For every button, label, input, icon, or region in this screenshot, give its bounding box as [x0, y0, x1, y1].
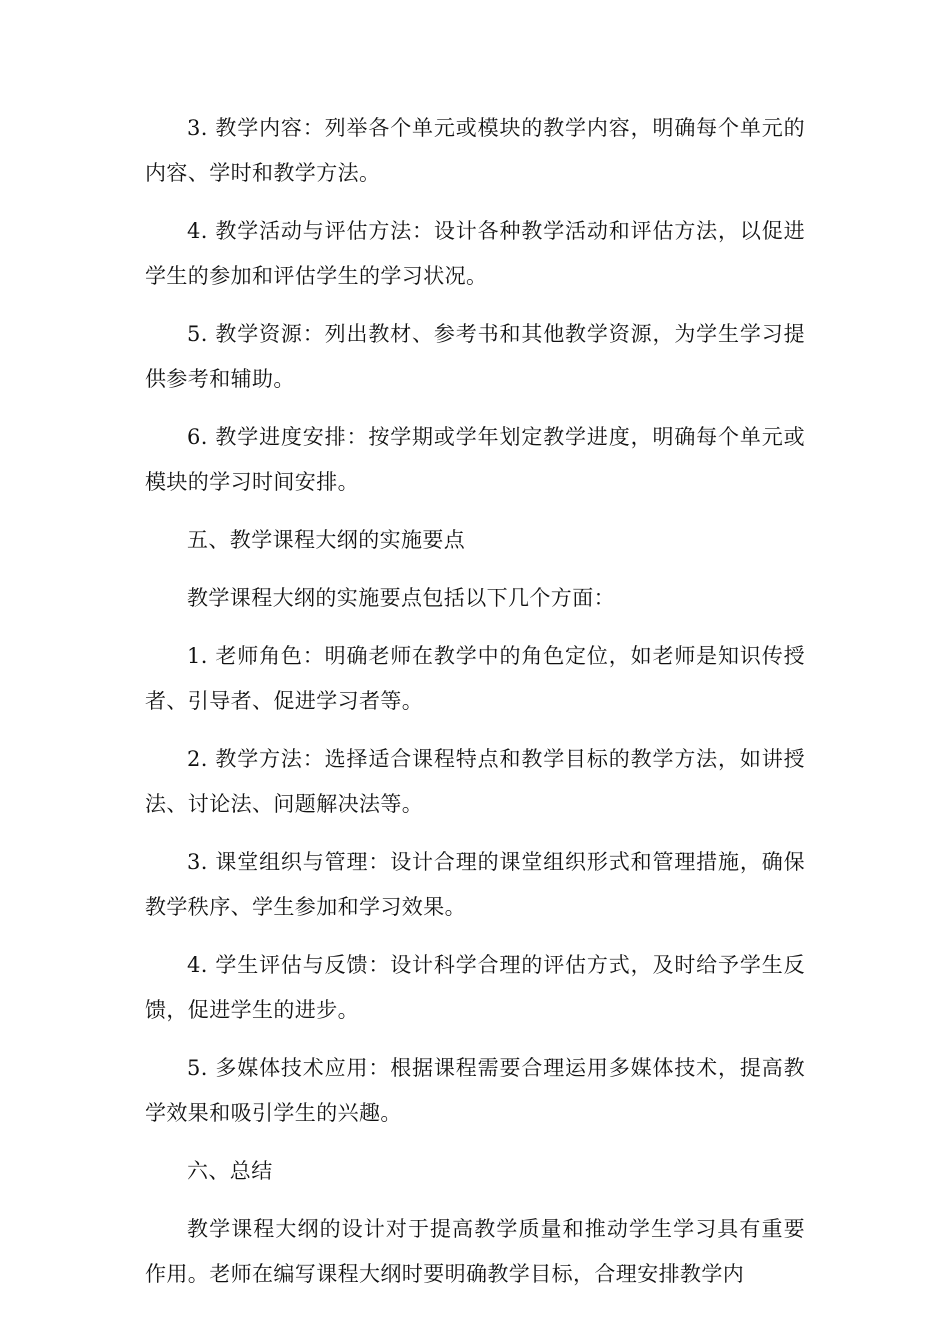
summary-paragraph: 教学课程大纲的设计对于提高教学质量和推动学生学习具有重要作用。老师在编写课程大纲时要明确教学目标，合理安排教学内	[145, 1217, 805, 1286]
list-item-student-assessment: 4. 学生评估与反馈：设计科学合理的评估方式，及时给予学生反馈，促进学生的进步。	[145, 953, 805, 1022]
list-item-teacher-role: 1. 老师角色：明确老师在教学中的角色定位，如老师是知识传授者、引导者、促进学习者等。	[145, 644, 805, 713]
document-body	[145, 106, 805, 1310]
section-intro-paragraph: 教学课程大纲的实施要点包括以下几个方面：	[187, 586, 615, 610]
section-heading-implementation: 五、教学课程大纲的实施要点	[187, 528, 466, 552]
list-item-classroom-management: 3. 课堂组织与管理：设计合理的课堂组织形式和管理措施，确保教学秩序、学生参加和学习效果。	[145, 850, 805, 919]
list-item-teaching-content: 3. 教学内容：列举各个单元或模块的教学内容，明确每个单元的内容、学时和教学方法。	[145, 116, 805, 185]
list-item-activities-assessment: 4. 教学活动与评估方法：设计各种教学活动和评估方法，以促进学生的参加和评估学生的学习状况。	[145, 219, 805, 288]
list-item-teaching-methods: 2. 教学方法：选择适合课程特点和教学目标的教学方法，如讲授法、讨论法、问题解决法等。	[145, 747, 805, 816]
list-item-multimedia: 5. 多媒体技术应用：根据课程需要合理运用多媒体技术，提高教学效果和吸引学生的兴趣。	[145, 1056, 805, 1125]
section-heading-summary: 六、总结	[187, 1159, 273, 1183]
list-item-teaching-resources: 5. 教学资源：列出教材、参考书和其他教学资源，为学生学习提供参考和辅助。	[145, 322, 805, 391]
list-item-teaching-schedule: 6. 教学进度安排：按学期或学年划定教学进度，明确每个单元或模块的学习时间安排。	[145, 425, 805, 494]
